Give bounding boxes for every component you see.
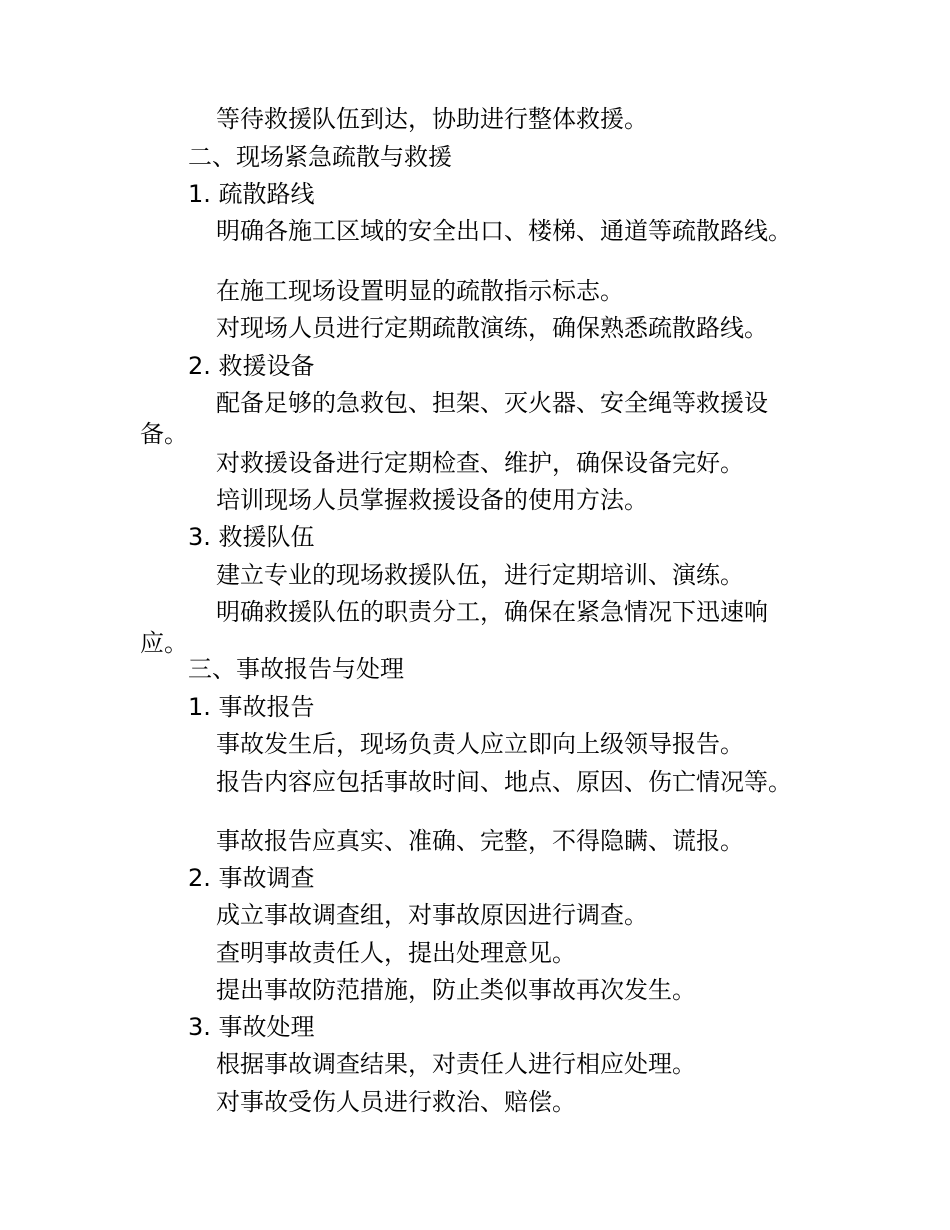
subsection-heading: 1. 疏散路线 [188, 180, 315, 208]
subsection-heading: 3. 事故处理 [188, 1013, 315, 1041]
subsection-heading: 1. 事故报告 [188, 693, 315, 721]
body-paragraph: 明确救援队伍的职责分工，确保在紧急情况下迅速响应。 [140, 598, 768, 657]
subsection-heading: 3. 救援队伍 [188, 523, 315, 551]
body-text-line: 事故发生后，现场负责人应立即向上级领导报告。 [216, 730, 744, 758]
section-heading: 二、现场紧急疏散与救援 [188, 143, 452, 171]
section-heading: 三、事故报告与处理 [188, 655, 404, 683]
body-text-line: 对事故受伤人员进行救治、赔偿。 [216, 1088, 576, 1116]
body-paragraph: 报告内容应包括事故时间、地点、原因、伤亡情况等。 [216, 768, 792, 796]
body-text-line: 事故报告应真实、准确、完整，不得隐瞒、谎报。 [216, 827, 744, 855]
body-paragraph: 明确各施工区域的安全出口、楼梯、通道等疏散路线。 [216, 217, 792, 245]
body-text-line: 在施工现场设置明显的疏散指示标志。 [216, 277, 624, 305]
body-text-line: 查明事故责任人，提出处理意见。 [216, 939, 576, 967]
body-text-line: 培训现场人员掌握救援设备的使用方法。 [216, 486, 648, 514]
subsection-heading: 2. 救援设备 [188, 352, 315, 380]
body-text-line: 对救援设备进行定期检查、维护，确保设备完好。 [216, 449, 744, 477]
body-text-line: 建立专业的现场救援队伍，进行定期培训、演练。 [216, 561, 744, 589]
body-paragraph: 配备足够的急救包、担架、灭火器、安全绳等救援设备。 [140, 389, 768, 448]
subsection-heading: 2. 事故调查 [188, 864, 315, 892]
body-text-line: 根据事故调查结果，对责任人进行相应处理。 [216, 1050, 696, 1078]
body-text-line: 成立事故调查组，对事故原因进行调查。 [216, 901, 648, 929]
body-text-line: 对现场人员进行定期疏散演练，确保熟悉疏散路线。 [216, 314, 768, 342]
body-text-line: 等待救援队伍到达，协助进行整体救援。 [216, 105, 648, 133]
body-text-line: 提出事故防范措施，防止类似事故再次发生。 [216, 976, 696, 1004]
